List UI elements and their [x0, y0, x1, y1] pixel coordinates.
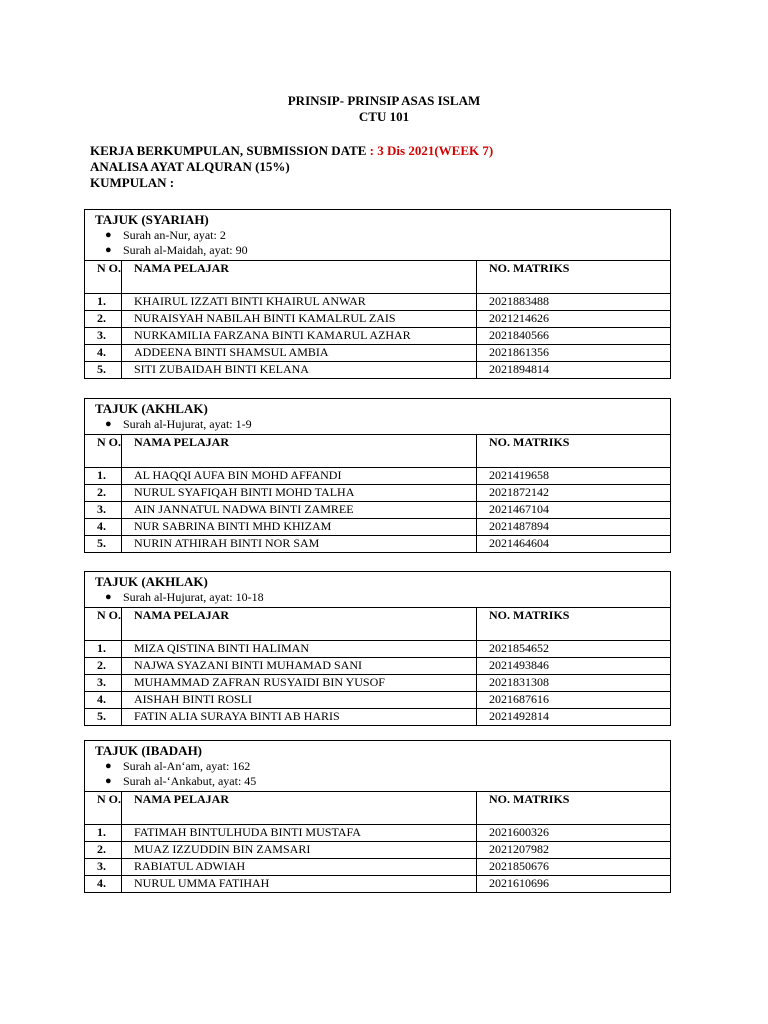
table-row [85, 468, 671, 485]
row-no: 1. [85, 468, 122, 485]
student-name: NURAISYAH NABILAH BINTI KAMALRUL ZAIS [122, 311, 477, 328]
col-header-name: NAMA PELAJAR [122, 792, 477, 825]
matric-number: 2021687616 [477, 692, 671, 709]
row-no: 3. [85, 675, 122, 692]
tajuk-title: TAJUK (AKHLAK) [95, 401, 208, 416]
row-no: 4. [85, 692, 122, 709]
matric-number: 2021854652 [477, 641, 671, 658]
table-row [85, 362, 671, 379]
student-name: NURIN ATHIRAH BINTI NOR SAM [122, 536, 477, 553]
tajuk-title: TAJUK (SYARIAH) [95, 212, 209, 227]
table-row [85, 692, 671, 709]
table-row [85, 345, 671, 362]
col-header-no: N O. [85, 608, 122, 641]
col-header-no: N O. [85, 435, 122, 468]
col-header-matric: NO. MATRIKS [477, 435, 671, 468]
col-header-name: NAMA PELAJAR [122, 608, 477, 641]
table-row [85, 658, 671, 675]
student-name: FATIN ALIA SURAYA BINTI AB HARIS [122, 709, 477, 726]
surah-text: Surah al-Hujurat, ayat: 1-9 [123, 417, 252, 431]
tajuk-title: TAJUK (AKHLAK) [95, 574, 208, 589]
bullet-icon: ● [105, 775, 112, 787]
matric-number: 2021207982 [477, 842, 671, 859]
table-row [85, 842, 671, 859]
matric-number: 2021840566 [477, 328, 671, 345]
student-name: FATIMAH BINTULHUDA BINTI MUSTAFA [122, 825, 477, 842]
analysis-label: ANALISA AYAT ALQURAN (15%) [90, 159, 290, 174]
matric-number: 2021861356 [477, 345, 671, 362]
student-name: NURKAMILIA FARZANA BINTI KAMARUL AZHAR [122, 328, 477, 345]
table-row [85, 294, 671, 311]
table-header-row [85, 792, 671, 825]
matric-number: 2021492814 [477, 709, 671, 726]
col-header-no: N O. [85, 792, 122, 825]
matric-number: 2021493846 [477, 658, 671, 675]
table-row [85, 536, 671, 553]
table-row [85, 876, 671, 893]
row-no: 1. [85, 294, 122, 311]
matric-number: 2021467104 [477, 502, 671, 519]
tajuk-cell [85, 210, 671, 261]
student-name: KHAIRUL IZZATI BINTI KHAIRUL ANWAR [122, 294, 477, 311]
row-no: 2. [85, 485, 122, 502]
student-name: MUAZ IZZUDDIN BIN ZAMSARI [122, 842, 477, 859]
student-name: NAJWA SYAZANI BINTI MUHAMAD SANI [122, 658, 477, 675]
group-table-akhlak-1 [84, 398, 671, 553]
student-name: AISHAH BINTI ROSLI [122, 692, 477, 709]
matric-number: 2021464604 [477, 536, 671, 553]
student-name: AL HAQQI AUFA BIN MOHD AFFANDI [122, 468, 477, 485]
surah-text: Surah al-An‘am, ayat: 162 [123, 759, 251, 773]
row-no: 4. [85, 876, 122, 893]
table-row [85, 859, 671, 876]
table-row [85, 641, 671, 658]
surah-item [95, 243, 670, 258]
table-row [85, 311, 671, 328]
surah-text: Surah an-Nur, ayat: 2 [123, 228, 226, 242]
surah-item [95, 417, 670, 432]
student-name: NURUL UMMA FATIHAH [122, 876, 477, 893]
bullet-icon: ● [105, 244, 112, 256]
student-name: MUHAMMAD ZAFRAN RUSYAIDI BIN YUSOF [122, 675, 477, 692]
surah-text: Surah al-Hujurat, ayat: 10-18 [123, 590, 264, 604]
matric-number: 2021831308 [477, 675, 671, 692]
row-no: 5. [85, 709, 122, 726]
matric-number: 2021850676 [477, 859, 671, 876]
surah-item [95, 759, 670, 774]
col-header-matric: NO. MATRIKS [477, 608, 671, 641]
bullet-icon: ● [105, 229, 112, 241]
surah-item [95, 228, 670, 243]
table-row [85, 675, 671, 692]
row-no: 2. [85, 842, 122, 859]
tajuk-cell [85, 399, 671, 435]
group-table-akhlak-2 [84, 571, 671, 726]
col-header-no: N O. [85, 261, 122, 294]
student-name: AIN JANNATUL NADWA BINTI ZAMREE [122, 502, 477, 519]
submission-date: 3 Dis 2021(WEEK 7) [377, 143, 494, 158]
tajuk-title: TAJUK (IBADAH) [95, 743, 203, 758]
matric-number: 2021610696 [477, 876, 671, 893]
row-no: 3. [85, 502, 122, 519]
row-no: 2. [85, 658, 122, 675]
table-row [85, 485, 671, 502]
col-header-matric: NO. MATRIKS [477, 792, 671, 825]
matric-number: 2021872142 [477, 485, 671, 502]
row-no: 2. [85, 311, 122, 328]
col-header-name: NAMA PELAJAR [122, 261, 477, 294]
surah-item [95, 774, 670, 789]
matric-number: 2021600326 [477, 825, 671, 842]
surah-text: Surah al-Maidah, ayat: 90 [123, 243, 248, 257]
row-no: 5. [85, 362, 122, 379]
row-no: 5. [85, 536, 122, 553]
col-header-matric: NO. MATRIKS [477, 261, 671, 294]
bullet-icon: ● [105, 591, 112, 603]
student-name: NURUL SYAFIQAH BINTI MOHD TALHA [122, 485, 477, 502]
tajuk-cell [85, 572, 671, 608]
table-row [85, 328, 671, 345]
table-header-row [85, 435, 671, 468]
table-row [85, 825, 671, 842]
submission-label: KERJA BERKUMPULAN, SUBMISSION DATE [90, 143, 367, 158]
table-row [85, 709, 671, 726]
col-header-name: NAMA PELAJAR [122, 435, 477, 468]
row-no: 1. [85, 641, 122, 658]
surah-text: Surah al-‘Ankabut, ayat: 45 [123, 774, 257, 788]
bullet-icon: ● [105, 418, 112, 430]
matric-number: 2021487894 [477, 519, 671, 536]
row-no: 3. [85, 328, 122, 345]
student-name: MIZA QISTINA BINTI HALIMAN [122, 641, 477, 658]
matric-number: 2021419658 [477, 468, 671, 485]
row-no: 1. [85, 825, 122, 842]
table-row [85, 519, 671, 536]
group-table-ibadah [84, 740, 671, 893]
submission-line [90, 143, 493, 159]
course-code: CTU 101 [358, 109, 410, 124]
surah-item [95, 590, 670, 605]
matric-number: 2021894814 [477, 362, 671, 379]
matric-number: 2021214626 [477, 311, 671, 328]
student-name: RABIATUL ADWIAH [122, 859, 477, 876]
document-title: PRINSIP- PRINSIP ASAS ISLAM [287, 93, 481, 108]
table-header-row [85, 261, 671, 294]
submission-separator: : [366, 143, 378, 158]
matric-number: 2021883488 [477, 294, 671, 311]
bullet-icon: ● [105, 760, 112, 772]
student-name: SITI ZUBAIDAH BINTI KELANA [122, 362, 477, 379]
student-name: ADDEENA BINTI SHAMSUL AMBIA [122, 345, 477, 362]
group-table-syariah [84, 209, 671, 379]
table-header-row [85, 608, 671, 641]
group-label: KUMPULAN : [90, 175, 175, 190]
table-row [85, 502, 671, 519]
row-no: 4. [85, 519, 122, 536]
row-no: 4. [85, 345, 122, 362]
student-name: NUR SABRINA BINTI MHD KHIZAM [122, 519, 477, 536]
tajuk-cell [85, 741, 671, 792]
row-no: 3. [85, 859, 122, 876]
